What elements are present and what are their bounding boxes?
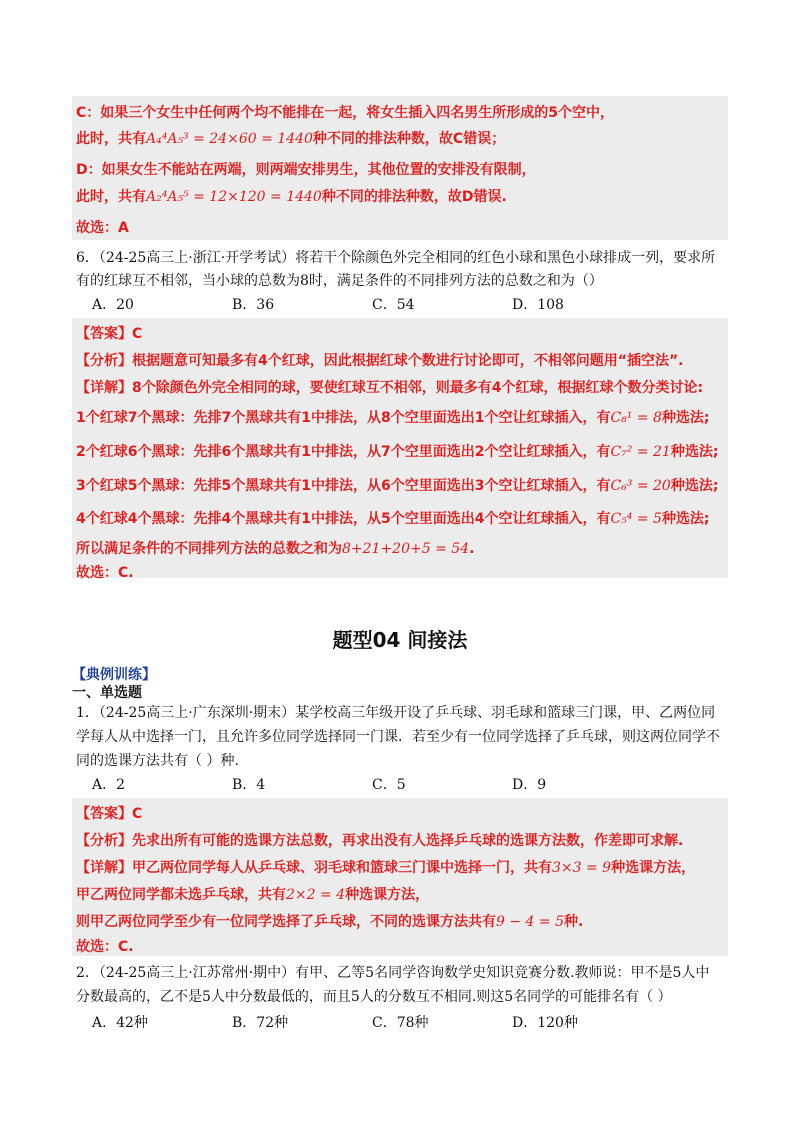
q1-final: 故选：C. [76,939,134,955]
text-pre: 甲乙两位同学都未选乒乓球，共有 [76,887,286,903]
option-c: C．5 [372,777,406,793]
math-expr: C₈¹ = 8 [610,410,662,426]
math-expr: 3×3 = 9 [552,860,612,876]
text-post: 种选课方法， [345,887,430,903]
text-pre: 2个红球6个黑球：先排6个黑球共有1中排法，从7个空里面选出2个空让红球插入，有 [76,444,611,460]
solution-line-d: D：如果女生不能站在两端，则两端安排男生，其他位置的安排没有限制， [76,162,536,178]
question-1-text-3: 同的选课方法共有（ ）种. [76,753,239,769]
question-2-text-1: 2．（24-25高三上·江苏常州·期中）有甲、乙等5名同学咨询数学史知识竞赛分数.教师说：甲不是5人中 [76,965,710,981]
solution-line-c2 [76,128,505,148]
math-expr: C₆³ = 20 [610,478,671,494]
math-expr: 9 − 4 = 5 [496,914,564,930]
text-pre: 所以满足条件的不同排列方法的总数之和为 [76,541,342,557]
q6-case-1 [76,407,710,427]
math-expr: A₄⁴A₅³ = 24×60 = 1440 [146,131,313,147]
text-pre: 【详解】甲乙两位同学每人从乒乓球、羽毛球和篮球三门课中选择一门，共有 [76,860,552,876]
q6-case-3 [76,475,718,495]
text-post: 种不同的排法种数，故D错误. [321,189,507,205]
math-expr: 2×2 = 4 [286,887,346,903]
math-expr: C₇² = 21 [610,444,671,460]
section-subtitle: 一、单选题 [72,685,142,701]
q6-answer: 【答案】C [76,326,143,342]
q1-answer: 【答案】C [76,806,143,822]
text-pre: 3个红球5个黑球：先排5个黑球共有1中排法，从6个空里面选出3个空让红球插入，有 [76,478,611,494]
question-6-text-2: 有的红球互不相邻，当小球的总数为8时，满足条件的不同排列方法的总数之和为（） [76,273,603,289]
q6-detail: 【详解】8个除颜色外完全相同的球，要使红球互不相邻，则最多有4个红球，根据红球个数分类讨论: [76,380,704,396]
text-pre: 此时，共有 [76,131,146,147]
text-pre: 此时，共有 [76,189,146,205]
solution-line-d2 [76,186,507,206]
text-post: 种选法; [670,444,719,460]
text-pre: 4个红球4个黑球：先排4个黑球共有1中排法，从5个空里面选出4个空让红球插入，有 [76,511,611,527]
option-c: C．78种 [372,1015,429,1031]
text-post: 种. [563,914,584,930]
question-2-options [92,1012,652,1032]
question-2-text-2: 分数最高的，乙不是5人中分数最低的，而且5人的分数互不相同.则这5名同学的可能排名有（ ） [76,989,672,1005]
q6-analysis: 【分析】根据题意可知最多有4个红球，因此根据红球个数进行讨论即可，不相邻问题用“插空法”. [76,353,684,369]
text-post: 种选课方法， [611,860,696,876]
text-pre: 1个红球7个黑球：先排7个黑球共有1中排法，从8个空里面选出1个空让红球插入，有 [76,410,611,426]
text-post: 种选法; [661,410,710,426]
option-a: A．2 [92,777,126,793]
option-b: B．72种 [232,1015,289,1031]
question-6-text-1: 6．（24-25高三上·浙江·开学考试）将若干个除颜色外完全相同的红色小球和黑色小球排成一列，要求所 [76,250,716,266]
solution-answer: 故选：A [76,220,129,236]
q6-case-2 [76,441,718,461]
option-a: A．20 [92,297,134,313]
text-post: 种不同的排法种数，故C错误； [312,131,506,147]
option-c: C．54 [372,297,415,313]
text-post: . [469,541,475,557]
math-expr: A₂⁴A₅⁵ = 12×120 = 1440 [146,189,322,205]
solution-line-c: C：如果三个女生中任何两个均不能排在一起，将女生插入四名男生所形成的5个空中， [76,105,615,121]
solution-block-q1 [72,798,728,956]
text-pre: 则甲乙两位同学至少有一位同学选择了乒乓球，不同的选课方法共有 [76,914,496,930]
question-6-options [92,294,652,314]
question-1-options [92,774,652,794]
question-1-text-1: 1．（24-25高三上·广东深圳·期末）某学校高三年级开设了乒乓球、羽毛球和篮球三门课，甲、乙两位同 [76,705,716,721]
math-expr: C₅⁴ = 5 [610,511,662,527]
question-1-text-2: 学每人从中选择一门，且允许多位同学选择同一门课．若至少有一位同学选择了乒乓球，则这两位同学不 [76,729,720,745]
q6-final: 故选：C. [76,565,134,581]
option-b: B．4 [232,777,266,793]
text-post: 种选法; [670,478,719,494]
section-title: 题型04 间接法 [332,628,468,652]
q1-detail-2 [76,884,429,904]
text-post: 种选法; [661,511,710,527]
option-b: B．36 [232,297,275,313]
section-tag: 【典例训练】 [72,667,156,683]
option-d: D．120种 [512,1015,578,1031]
q1-detail-3 [76,911,583,931]
q1-analysis: 【分析】先求出所有可能的选课方法总数，再求出没有人选择乒乓球的选课方法数，作差即可求解. [76,833,684,849]
option-d: D．108 [512,297,564,313]
q6-case-4 [76,508,710,528]
math-expr: 8+21+20+5 = 54 [342,541,470,557]
q6-sum [76,538,474,558]
option-d: D．9 [512,777,547,793]
q1-detail [76,857,695,877]
option-a: A．42种 [92,1015,148,1031]
